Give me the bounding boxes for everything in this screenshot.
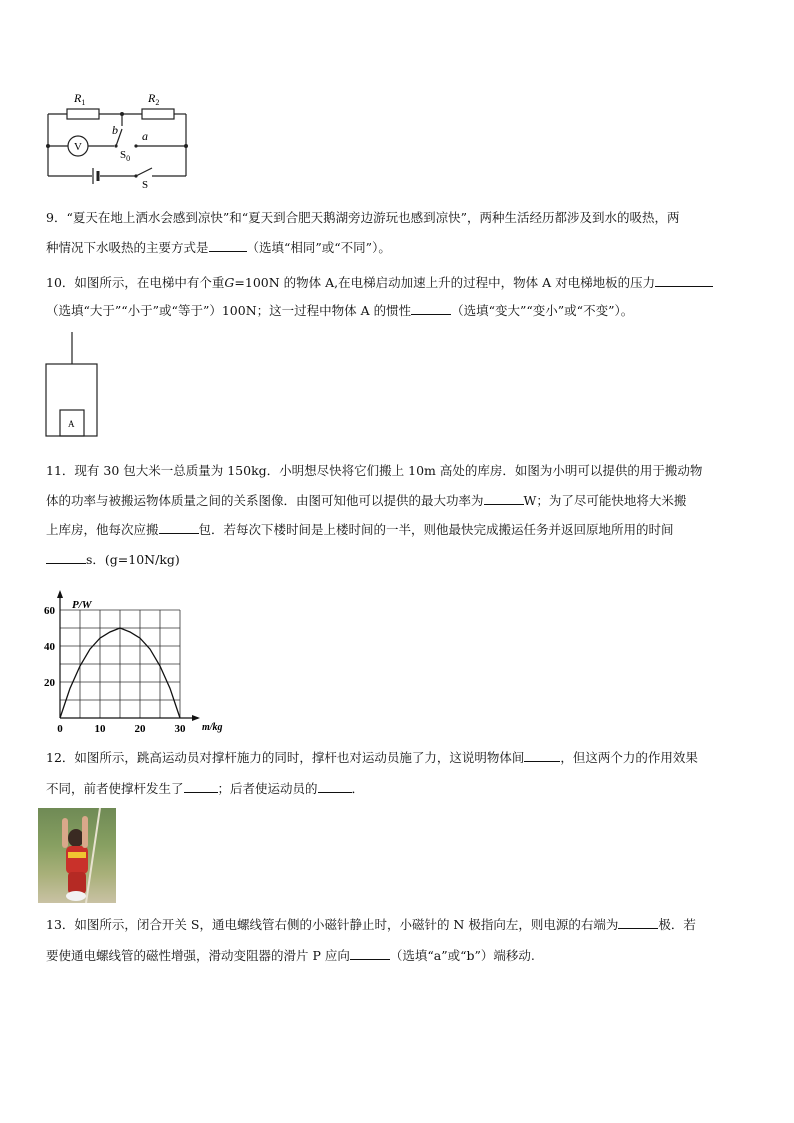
contact-b-label: b [112, 123, 118, 137]
s-label: S [142, 179, 149, 191]
x-tick-label: 10 [94, 723, 106, 735]
r2-label: R [148, 91, 156, 105]
x-tick-label: 30 [174, 723, 186, 735]
q10-line2: （选填“大于”“小于”或“等于”）100N；这一过程中物体 A 的惯性 （选填“变大”“变小”或“不变”）。 [46, 303, 634, 318]
q11-line3: 上库房，他每次应搬 包．若每次下楼时间是上楼时间的一半，则他最快完成搬运任务并返回原地所用的时间 [46, 522, 674, 537]
q12-blank-2[interactable] [184, 780, 218, 793]
contact-a-label: a [142, 129, 148, 143]
svg-text:R2: $R_2$ [148, 91, 160, 107]
svg-text:R1: $R_1$ [74, 91, 86, 107]
q11-line2: 体的功率与被搬运物体质量之间的关系图像．由图可知他可以提供的最大功率为 W；为了尽可能快地将大米搬 [46, 493, 687, 508]
x-tick-label: 20 [134, 723, 146, 735]
pole-vault-photo [38, 808, 116, 903]
r1-label: R [74, 91, 82, 105]
q13-line2: 要使通电螺线管的磁性增强，滑动变阻器的滑片 P 应向 （选填“a”或“b”）端移动. [46, 948, 535, 963]
y-tick-label: 20 [44, 677, 55, 689]
q11-blank-3[interactable] [46, 551, 86, 564]
circuit-diagram [40, 84, 200, 192]
y-tick-label: 60 [44, 605, 55, 617]
q11-blank-1[interactable] [484, 492, 524, 505]
q12-line2: 不同，前者使撑杆发生了 ；后者使运动员的 ． [46, 781, 365, 796]
y-axis-label: P/W [72, 599, 92, 611]
q13-line1: 13．如图所示，闭合开关 S，通电螺线管右侧的小磁针静止时，小磁针的 N 极指向左，则电源的右端为 极．若 [46, 917, 696, 932]
q10-blank-2[interactable] [411, 302, 451, 315]
q13-blank-2[interactable] [350, 947, 390, 960]
elevator-diagram [44, 330, 100, 438]
power-mass-chart [30, 582, 240, 738]
y-axis-arrow-icon [57, 590, 63, 598]
q11-line1: 11．现有 30 包大米一总质量为 150kg．小明想尽快将它们搬上 10m 高处的库房．如图为小明可以提供的用于搬动物 [46, 463, 703, 478]
q10-line1: 10．如图所示，在电梯中有个重G=100N 的物体 A,在电梯启动加速上升的过程中，物体 A 对电梯地板的压力 [46, 274, 713, 291]
svg-text:S0: $S_0$ [120, 149, 131, 163]
battery-icon [93, 168, 98, 184]
q13-blank-1[interactable] [618, 916, 658, 929]
q9-blank[interactable] [209, 239, 247, 252]
q9-line1: 9．“夏天在地上洒水会感到凉快”和“夏天到合肥天鹅湖旁边游玩也感到凉快”，两种生活经历都涉及到水的吸热，两 [46, 210, 680, 225]
s0-label: S [120, 149, 127, 161]
resistor-r1 [67, 109, 99, 119]
resistor-r2 [142, 109, 174, 119]
q12-blank-1[interactable] [524, 749, 560, 762]
q11-line4: s．(g=10N/kg) [46, 551, 180, 568]
x-axis-arrow-icon [192, 715, 200, 721]
q12-line1: 12．如图所示，跳高运动员对撑杆施力的同时，撑杆也对运动员施了力，这说明物体间 ，但这两个力的作用效果 [46, 750, 698, 765]
y-tick-label: 40 [44, 641, 55, 653]
q11-blank-2[interactable] [159, 521, 199, 534]
q12-blank-3[interactable] [318, 780, 352, 793]
x-tick-label: 0 [57, 723, 63, 735]
x-axis-label: m/kg [202, 722, 223, 733]
q10-blank-1[interactable] [655, 274, 713, 287]
voltmeter-label: V [74, 141, 82, 153]
q9-line2: 种情况下水吸热的主要方式是 （选填“相同”或“不同”）。 [46, 240, 391, 255]
object-a-label: A [68, 419, 75, 429]
